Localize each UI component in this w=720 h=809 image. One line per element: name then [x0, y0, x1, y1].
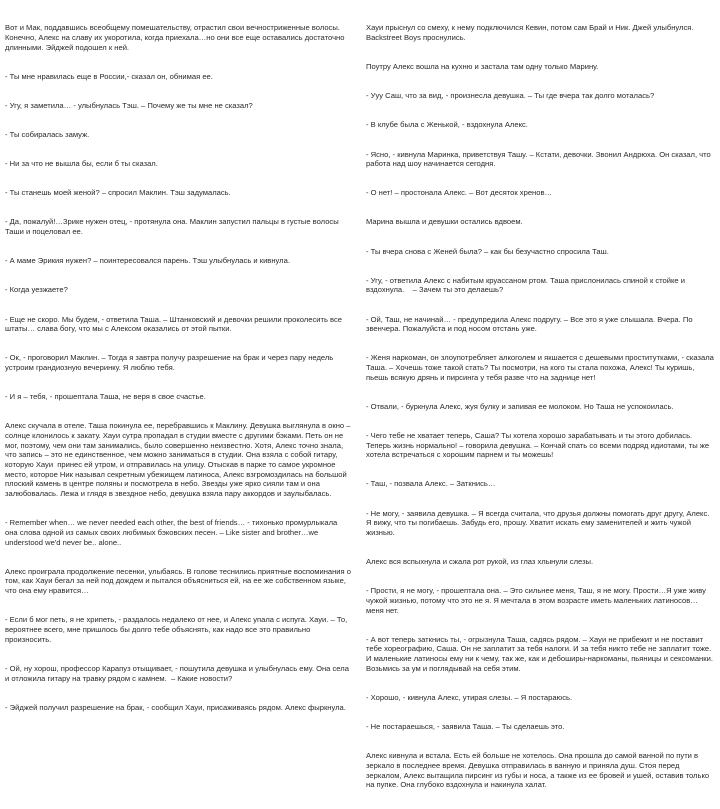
paragraph: Хауи прыснул со смеху, к нему подключился Кевин, потом сам Брай и Ник. Джей улыбнулся. Backstreet Boys проснулись. [366, 23, 696, 43]
paragraph: - Ой, Таш, не начинай… - предупредила Алекс подругу. – Все это я уже слышала. Вчера. По звенчера. Пожалуйста и под носом отстань уже. [366, 314, 695, 334]
paragraph: - Угу, - ответила Алекс с набитым круассаном ртом. Таша прислонилась спиной к стойке и вздохнула. – Зачем ты это делаешь? [366, 275, 688, 295]
paragraph: - Если б мог петь, я не хрипеть, - раздалось недалеко от нее, и Алекс упала с испуга. Хауи. – То, вероятнее всего, мне пришлось бы долго тебе объяснять, как надо все это правильно произносить. [5, 615, 350, 644]
paragraph: - Не могу, - заявила девушка. – Я всегда считала, что друзья должны помогать друг другу, Алекс. Я вижу, что ты погибаешь. Забудь его, прошу. Хватит искать ему заменителей и жить чужой жизнью. [366, 508, 712, 537]
paragraph: - Угу, я заметила… - улыбнулась Тэш. – Почему же ты мне не сказал? [5, 101, 253, 111]
paragraph: - А вот теперь заткнись ты, - огрызнула Таша, садясь рядом. – Хауи не прибежит и не поставит тебе хореографию, Саша. Он не заплатит за тебя налоги. И за тебя никто тебе не заплатит тоже. И маленькие латиносы ему ни к чему, так же, как и дебоширы-наркоманы, пьяницы и сексоманки. Возьмись за ум и поглядывай на себя этим. [366, 634, 716, 673]
paragraph: - Ты собиралась замуж. [5, 130, 90, 140]
paragraph: - Ты станешь моей женой? – спросил Маклин. Тэш задумалась. [5, 188, 231, 198]
paragraph: - Хорошо, - кивнула Алекс, утирая слезы. – Я постараюсь. [366, 692, 573, 702]
paragraph: Вот и Мак, поддавшись всеобщему помешательству, отрастил свои вечностриженные волосы. Конечно, Алекс на славу их укоротила, когда приехала…но они все еще оставались достаточно длинными. Эйджей подошел к ней. [5, 23, 347, 52]
paragraph: - Ты вчера снова с Женей была? – как бы безучастно спросила Таш. [366, 246, 609, 256]
paragraph: - Ок, - проговорил Маклин. – Тогда я завтра получу разрешение на брак и через пару недель устроим грандиозную вечеринку. Я люблю тебя. [5, 353, 336, 373]
paragraph: Алекс кивнула и встала. Есть ей больше не хотелось. Она прошла до самой ванной по пути в зеркало в последнее время. Девушка отправилась в ванную и приняла душ. Стоя перед зеркалом, Алекс вытащила пирсинг из губы и носа, а также из ее бровей и ушей, оставив только на пупке. Она глубоко вздохнула и накинула халат. [366, 751, 712, 790]
paragraph: - И я – тебя, - прошептала Таша, не веря в свое счастье. [5, 392, 206, 402]
paragraph: - Чего тебе не хватает теперь, Саша? Ты хотела хорошо зарабатывать и ты этого добилась. Теперь жизнь нормально! – говорила девушка. – Кончай спать со всеми подряд идиотами, ты же хотела встречаться с хорошим парнем и ты можешь! [366, 430, 712, 460]
paragraph: Марина вышла и девушки остались вдвоем. [366, 217, 523, 227]
paragraph: - Отвали, - буркнула Алекс, жуя булку и запивая ее молоком. Но Таша не успокоилась. [366, 401, 674, 411]
paragraph: - Когда уезжаете? [5, 285, 68, 295]
right-text-column [366, 4, 717, 790]
paragraph: - Remember when… we never needed each other, the best of friends… - тихонько промурлыкала она слова одной из самых своих любимых бэковских песен. – Like sister and brother…we understood we'd never be.. alone.. [5, 518, 340, 547]
left-text-column [5, 4, 354, 712]
paragraph: Алекс вся вспыхнула и сжала рот рукой, из глаз хлынули слезы. [366, 557, 594, 567]
paragraph: - Ууу Саш, что за вид, - произнесла девушка. – Ты где вчера так долго моталась? [366, 91, 655, 101]
paragraph: - А маме Эрикия нужен? – поинтересовался парень. Тэш улыбнулась и кивнула. [5, 256, 290, 266]
paragraph: - Ты мне нравилась еще в России,- сказал он, обнимая ее. [5, 71, 213, 81]
paragraph: - Таш, - позвала Алекс. – Заткнись… [366, 479, 496, 489]
paragraph: Поутру Алекс вошла на кухню и застала там одну только Марину. [366, 62, 599, 72]
paragraph: Алекс скучала в отеле. Таша покинула ее, перебравшись к Маклину. Девушка выглянула в окно – солнце клонилось к закату. Хауи сутра пропадал в студии вместе с другими бэками. Петь он не мог, поэтому, чем они там занимались, было совершенно неизвестно. Хотя, Алекс точно знала, что запись – это не единственное, чем можно заниматься в студии. Она взяла с собой гитару, которую Хауи принес ей утром, и отправилась на улицу. Отыскав в парке то самое укромное место, которое Ник называл секретным убежищем латиноса, Алекс взгромоздилась на большой плоский камень в центре поляны и посмотрела в небо. Звезды уже ярко сияли там и она залюбовалась. Лежа и глядя в звездное небо, девушка взяла пару аккордов и заулыбалась. [5, 421, 353, 499]
paragraph: - Эйджей получил разрешение на брак, - сообщил Хауи, присаживаясь рядом. Алекс фыркнула. [5, 702, 346, 712]
paragraph: - Да, пожалуй!…Зрике нужен отец, - протянула она. Маклин запустил пальцы в густые волосы Таши и поцеловал ее. [5, 217, 341, 237]
paragraph: Алекс проиграла продолжение песенки, улыбаясь. В голове теснились приятные воспоминания о том, как Хауи бегал за ней под дождем и пытался объясниться ей, на ее же собственном языке, что она ему нравится… [5, 566, 354, 596]
paragraph: - Еще не скоро. Мы будем, - ответила Таша. – Штанковский и девочки решили проколесить все штаты… слава богу, что мы с Алексом оказались от этой пытки. [5, 314, 345, 334]
paragraph: - О нет! – простонала Алекс. – Вот десяток хренов… [366, 188, 553, 198]
paragraph: - Женя наркоман, он злоупотребляет алкоголем и якшается с дешевыми проститутками, - сказала Таша. – Хочешь тоже такой стать? Ты посмотри, на кого ты стала похожа, Алекс! Ты куришь, пьешь всякую дрянь и пирсинга у тебя разве что на заднице нет! [366, 353, 717, 382]
paragraph: - Прости, я не могу, - прошептала она. – Это сильнее меня, Таш, я не могу. Прости…Я уже живу чужой жизнью, потому что это не я. Я мечтала в этом возрасте иметь маленьких латиносов… меня нет. [366, 586, 709, 615]
paragraph: - Не постараешься, - заявила Таша. – Ты сделаешь это. [366, 722, 565, 732]
paragraph: - Ой, ну хорош, профессор Карапуз отыщивает, - пошутила девушка и улыбнулась ему. Она села и отложила гитару на травку рядом с камнем. – Какие новости? [5, 663, 352, 683]
paragraph: - Ясно, - кивнула Маринка, приветствуя Ташу. – Кстати, девочки. Звонил Андрюха. Он сказал, что работа над шоу начинается сегодня. [366, 149, 713, 169]
paragraph: - Ни за что не вышла бы, если б ты сказал. [5, 159, 158, 169]
paragraph: - В клубе была с Женькой, - вздохнула Алекс. [366, 120, 528, 130]
